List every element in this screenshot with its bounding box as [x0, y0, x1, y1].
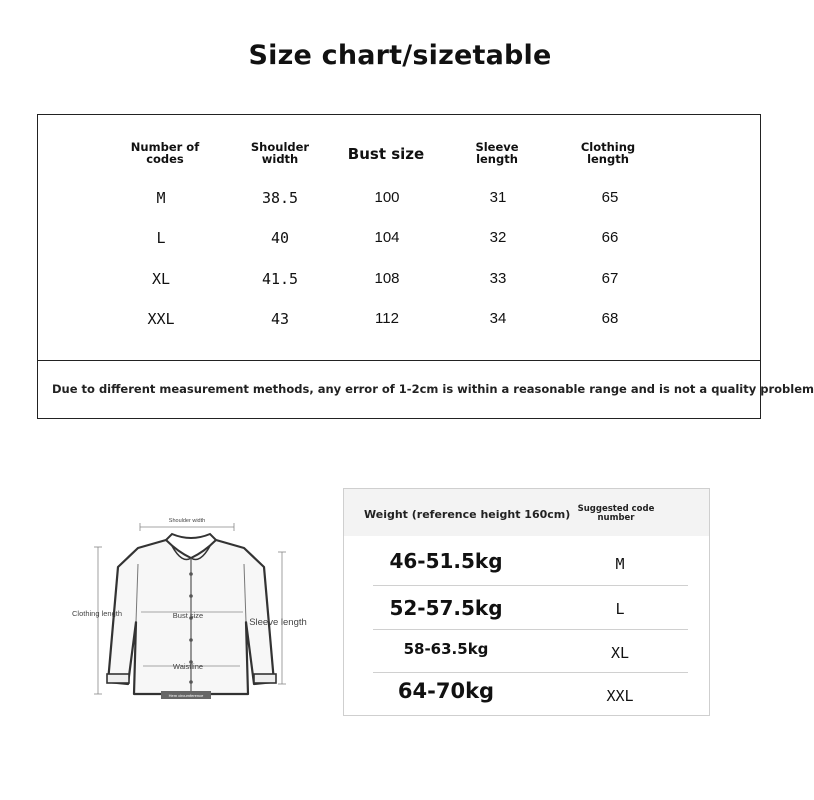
weight-code: M [615, 555, 625, 573]
cell-shoulder: 43 [270, 310, 290, 328]
header-bust: Bust size [347, 145, 425, 163]
cell-bust: 100 [374, 189, 400, 206]
cell-bust: 104 [374, 229, 400, 246]
cell-bust: 112 [375, 310, 399, 327]
label-waistline: Waistline [172, 662, 204, 671]
shirt-measurement-diagram [71, 512, 308, 708]
cell-sleeve: 31 [489, 189, 507, 206]
header-code: Number of codes [130, 140, 200, 166]
header-shoulder: Shoulder width [250, 140, 310, 166]
label-hem-circumference: Hem circumference [168, 693, 204, 698]
cell-bust: 108 [374, 270, 400, 287]
weight-range: 46-51.5kg [389, 549, 503, 573]
table-divider [38, 360, 760, 361]
header-weight: Weight (reference height 160cm) [364, 508, 571, 521]
page-title: Size chart/sizetable [248, 40, 552, 71]
weight-range: 64-70kg [397, 679, 495, 703]
cell-sleeve: 32 [489, 229, 507, 246]
cell-code: XXL [147, 310, 175, 328]
label-sleeve-length: Sleeve length [249, 617, 307, 628]
cell-sleeve: 34 [489, 310, 507, 327]
cell-sleeve: 33 [489, 270, 507, 287]
row-divider [373, 585, 688, 586]
weight-code: XXL [606, 687, 634, 705]
cell-code: L [156, 229, 166, 247]
weight-range: 52-57.5kg [389, 596, 503, 620]
header-clothing: Clothing length [580, 140, 636, 166]
cell-clothing: 65 [601, 189, 619, 206]
weight-code: XL [610, 644, 630, 662]
size-table [37, 114, 814, 419]
row-divider [373, 672, 688, 673]
weight-table-header [344, 489, 709, 536]
label-bust-size: Bust size [172, 611, 204, 620]
measurement-note: Due to different measurement methods, any error of 1-2cm is within a reasonable range and is not a quality problem [52, 382, 814, 396]
row-divider [373, 629, 688, 630]
weight-range: 58-63.5kg [403, 640, 489, 658]
cell-clothing: 67 [601, 270, 619, 287]
cell-code: XL [151, 270, 171, 288]
weight-code: L [615, 600, 625, 618]
label-clothing-length: Clothing length [71, 609, 123, 618]
cell-shoulder: 38.5 [261, 189, 299, 207]
header-suggested-code: Suggested code number [577, 504, 655, 523]
cell-shoulder: 40 [270, 229, 290, 247]
cell-clothing: 66 [601, 229, 619, 246]
label-shoulder-width: Shoulder width [168, 518, 206, 524]
cell-clothing: 68 [601, 310, 619, 327]
weight-table [343, 488, 710, 716]
header-sleeve: Sleeve length [475, 140, 519, 166]
cell-shoulder: 41.5 [261, 270, 299, 288]
cell-code: M [156, 189, 166, 207]
